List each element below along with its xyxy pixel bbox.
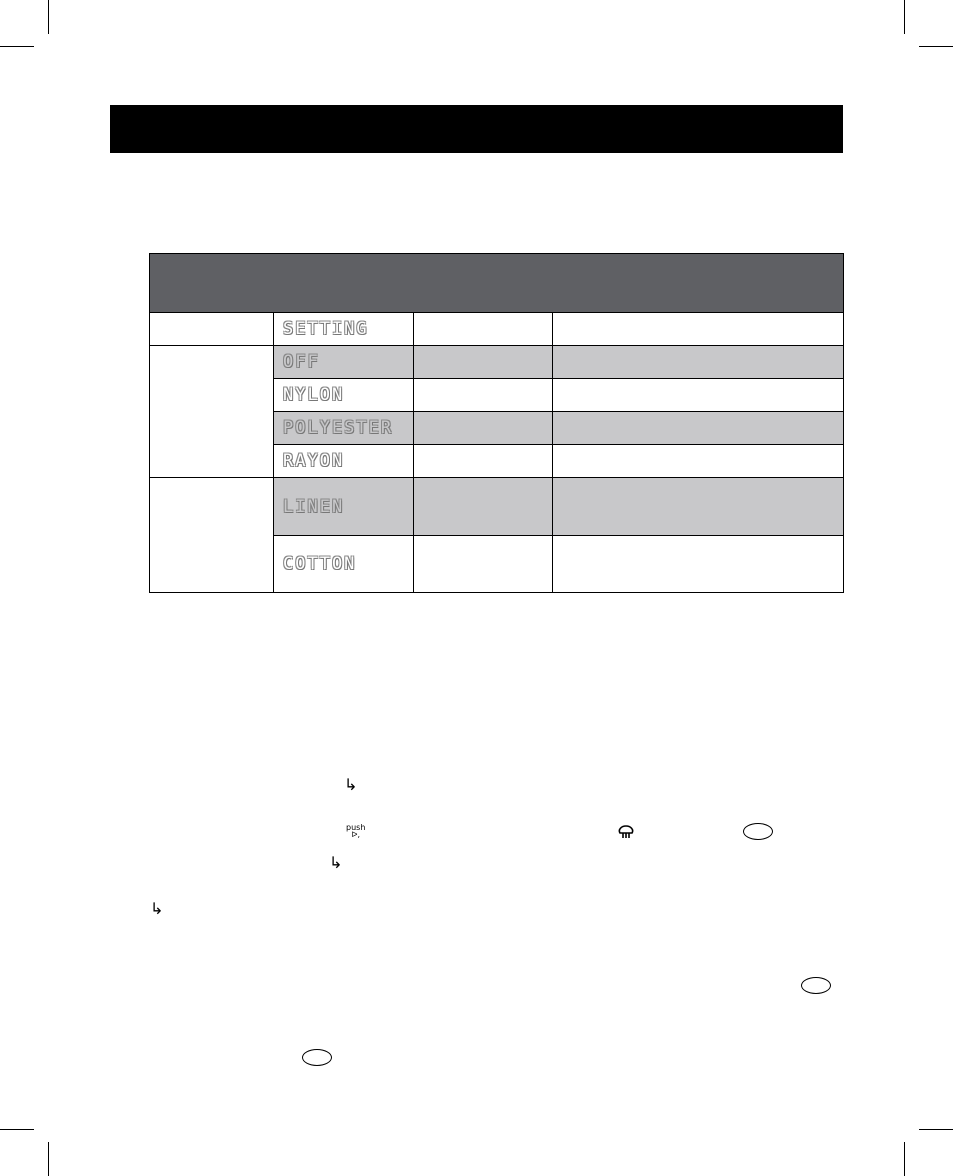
display-cell [274,412,414,445]
arrow-icon: ↳ [150,899,164,918]
display-cell [274,346,414,379]
display-text: SETTING [283,319,369,339]
arrow-icon: ↳ [344,775,358,794]
oval-icon [801,977,831,994]
display-text: COTTON [283,554,357,574]
table-cell [414,379,553,412]
crop-mark [904,0,905,34]
crop-mark [904,1142,905,1176]
crop-mark [919,1129,953,1130]
display-text: RAYON [283,451,345,471]
table-cell [414,536,553,593]
display-text: LINEN [283,496,345,517]
push-symbol: ᐅ, [351,830,361,839]
fabric-settings-table [149,253,844,593]
table-cell [553,536,844,593]
table-cell [414,445,553,478]
display-cell [274,379,414,412]
arrow-icon: ↳ [329,853,343,872]
table-cell [553,379,844,412]
table-cell [414,346,553,379]
table-cell [553,445,844,478]
table-row [150,478,844,536]
table-cell [150,313,274,346]
table-row [150,346,844,379]
oval-icon [743,823,773,840]
display-cell [274,445,414,478]
crop-mark [919,46,953,47]
display-cell [274,478,414,536]
push-icon [346,824,365,838]
table-cell [553,346,844,379]
steam-icon [617,825,635,839]
table-cell [553,412,844,445]
crop-mark [48,1142,49,1176]
crop-mark [0,1129,34,1130]
header-bar [110,105,843,153]
push-label: push [346,823,366,832]
table-header-row [150,254,844,313]
crop-mark [0,46,34,47]
table-cell [553,313,844,346]
table-cell [414,412,553,445]
display-cell [274,313,414,346]
table-cell [414,478,553,536]
group-cell [150,478,274,593]
crop-mark [48,0,49,34]
display-text: POLYESTER [283,418,394,438]
table-cell [414,313,553,346]
display-text: OFF [283,352,320,372]
display-cell [274,536,414,593]
table-cell [553,478,844,536]
table-header [150,254,844,313]
table-row [150,313,844,346]
display-text: NYLON [283,385,345,405]
group-cell [150,346,274,478]
oval-icon [302,1049,332,1066]
